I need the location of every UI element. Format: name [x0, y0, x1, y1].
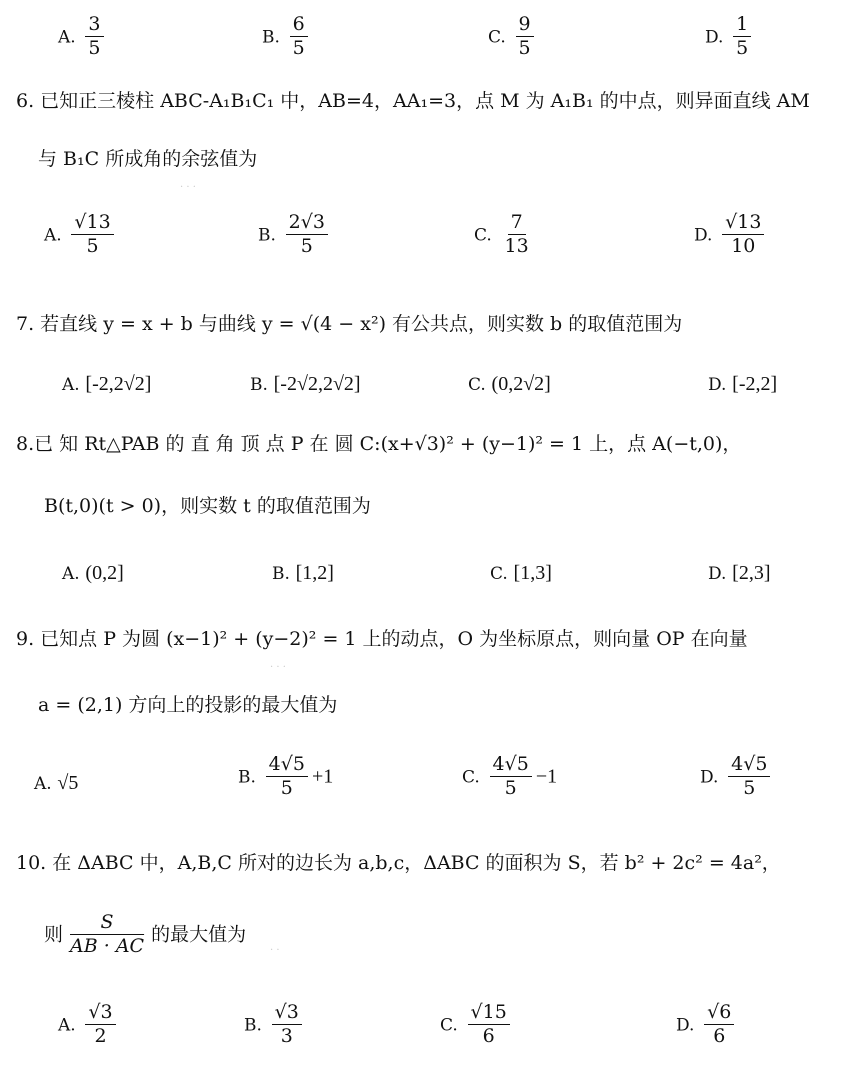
option-label: B.: [238, 767, 256, 788]
q8-option-a: [62, 562, 124, 585]
option-label: D.: [700, 767, 719, 788]
q7-option-a: [62, 373, 151, 396]
fraction: [85, 14, 103, 61]
option-label: C.: [490, 564, 508, 584]
fraction: [286, 212, 328, 259]
option-label: B.: [262, 27, 280, 48]
fraction: [85, 1002, 115, 1049]
option-text: (0,2]: [85, 562, 124, 584]
denominator: 5: [504, 776, 517, 799]
numerator: 1: [733, 14, 751, 37]
q8-stem-line2: B(t,0)(t > 0)，则实数 t 的取值范围为: [44, 495, 371, 517]
option-label: A.: [34, 774, 52, 794]
q7-stem-line1: 7. 若直线 y = x + b 与曲线 y = √(4 − x²) 有公共点，则实数 b 的取值范围为: [16, 313, 683, 335]
q5-option-d: [705, 14, 755, 61]
option-label: D.: [676, 1015, 695, 1036]
numerator: 6: [290, 14, 308, 37]
denominator: 5: [88, 36, 101, 59]
q6-option-d: [694, 212, 768, 259]
denominator: 6: [713, 1024, 726, 1047]
option-label: A.: [62, 564, 80, 584]
numerator: √3: [272, 1002, 302, 1025]
fraction: [516, 14, 534, 61]
option-label: C.: [462, 767, 480, 788]
option-text: [-2√2,2√2]: [273, 373, 361, 395]
numerator: √13: [722, 212, 764, 235]
denominator: 10: [731, 234, 756, 257]
numerator: √6: [704, 1002, 734, 1025]
q9-option-b: [238, 754, 333, 801]
option-text: [2,3]: [732, 562, 771, 584]
q10-option-d: [676, 1002, 738, 1049]
numerator: 3: [85, 14, 103, 37]
fraction-suffix: +1: [311, 765, 334, 788]
option-text: √5: [57, 772, 79, 794]
numerator: √13: [71, 212, 113, 235]
q5-option-a: [58, 14, 108, 61]
q5-option-b: [262, 14, 312, 61]
denominator: 3: [280, 1024, 293, 1047]
fraction: [67, 912, 147, 959]
q9-option-c: [462, 754, 557, 801]
fraction: [502, 212, 532, 259]
q9-option-a: [34, 772, 78, 795]
q10-option-b: [244, 1002, 306, 1049]
scan-speck: · ·: [270, 945, 280, 956]
scan-speck: · · ·: [270, 662, 286, 673]
option-label: B.: [258, 225, 276, 246]
fraction: [728, 754, 770, 801]
denominator: 5: [518, 36, 531, 59]
fraction: [490, 754, 532, 801]
q8-stem-line1: 8.已 知 Rt△PAB 的 直 角 顶 点 P 在 圆 C:(x+√3)² + (y−1)² = 1 上，点 A(−t,0)，: [16, 433, 742, 455]
denominator: 6: [482, 1024, 495, 1047]
fraction: [733, 14, 751, 61]
q10-option-a: [58, 1002, 120, 1049]
fraction: [722, 212, 764, 259]
fraction: [468, 1002, 510, 1049]
stem-suffix: 的最大值为: [151, 923, 247, 946]
option-label: B.: [272, 564, 290, 584]
stem-prefix: 则: [44, 923, 64, 946]
fraction: [272, 1002, 302, 1049]
denominator: AB · AC: [70, 934, 145, 957]
numerator: 9: [516, 14, 534, 37]
fraction: [290, 14, 308, 61]
denominator: 13: [504, 234, 529, 257]
option-label: A.: [58, 27, 76, 48]
option-label: A.: [58, 1015, 76, 1036]
denominator: 5: [743, 776, 756, 799]
option-label: D.: [708, 375, 727, 395]
q7-option-b: [250, 373, 361, 396]
option-label: C.: [474, 225, 492, 246]
q8-option-d: [708, 562, 771, 585]
numerator: 4√5: [728, 754, 770, 777]
denominator: 5: [736, 36, 749, 59]
option-text: [1,2]: [295, 562, 334, 584]
q6-stem-line2: 与 B₁C 所成角的余弦值为: [38, 148, 258, 170]
option-label: B.: [244, 1015, 262, 1036]
q9-stem-line2: a = (2,1) 方向上的投影的最大值为: [38, 694, 338, 716]
q8-option-b: [272, 562, 334, 585]
option-label: C.: [488, 27, 506, 48]
numerator: 4√5: [266, 754, 308, 777]
fraction: [266, 754, 308, 801]
option-label: C.: [468, 375, 486, 395]
numerator: 4√5: [490, 754, 532, 777]
fraction: [704, 1002, 734, 1049]
q10-stem-line1: 10. 在 ΔABC 中，A,B,C 所对的边长为 a,b,c，ΔABC 的面积为 S，若 b² + 2c² = 4a²，: [16, 852, 781, 874]
q6-option-c: [474, 212, 536, 259]
numerator: √3: [85, 1002, 115, 1025]
q5-option-c: [488, 14, 538, 61]
denominator: 5: [280, 776, 293, 799]
option-label: B.: [250, 375, 268, 395]
option-text: [-2,2√2]: [85, 373, 152, 395]
option-label: D.: [708, 564, 727, 584]
q10-option-c: [440, 1002, 514, 1049]
option-label: D.: [705, 27, 724, 48]
option-label: A.: [62, 375, 80, 395]
q7-option-c: [468, 373, 551, 396]
numerator: 7: [508, 212, 526, 235]
q6-option-b: [258, 212, 332, 259]
option-text: (0,2√2]: [491, 373, 551, 395]
denominator: 2: [94, 1024, 107, 1047]
fraction-suffix: −1: [535, 765, 558, 788]
denominator: 5: [292, 36, 305, 59]
option-label: A.: [44, 225, 62, 246]
option-text: [-2,2]: [732, 373, 778, 395]
q6-option-a: [44, 212, 118, 259]
scan-speck: · · ·: [180, 182, 196, 193]
q9-option-d: [700, 754, 774, 801]
fraction: [71, 212, 113, 259]
q9-stem-line1: 9. 已知点 P 为圆 (x−1)² + (y−2)² = 1 上的动点，O 为坐标原点，则向量 OP 在向量: [16, 628, 748, 650]
option-text: [1,3]: [513, 562, 552, 584]
option-label: D.: [694, 225, 713, 246]
numerator: S: [98, 912, 117, 935]
denominator: 5: [86, 234, 99, 257]
q8-option-c: [490, 562, 552, 585]
q7-option-d: [708, 373, 777, 396]
q6-stem-line1: 6. 已知正三棱柱 ABC-A₁B₁C₁ 中，AB=4，AA₁=3，点 M 为 A₁B₁ 的中点，则异面直线 AM: [16, 90, 810, 112]
q10-stem-line2: [44, 912, 246, 959]
numerator: 2√3: [286, 212, 328, 235]
denominator: 5: [300, 234, 313, 257]
numerator: √15: [468, 1002, 510, 1025]
option-label: C.: [440, 1015, 458, 1036]
